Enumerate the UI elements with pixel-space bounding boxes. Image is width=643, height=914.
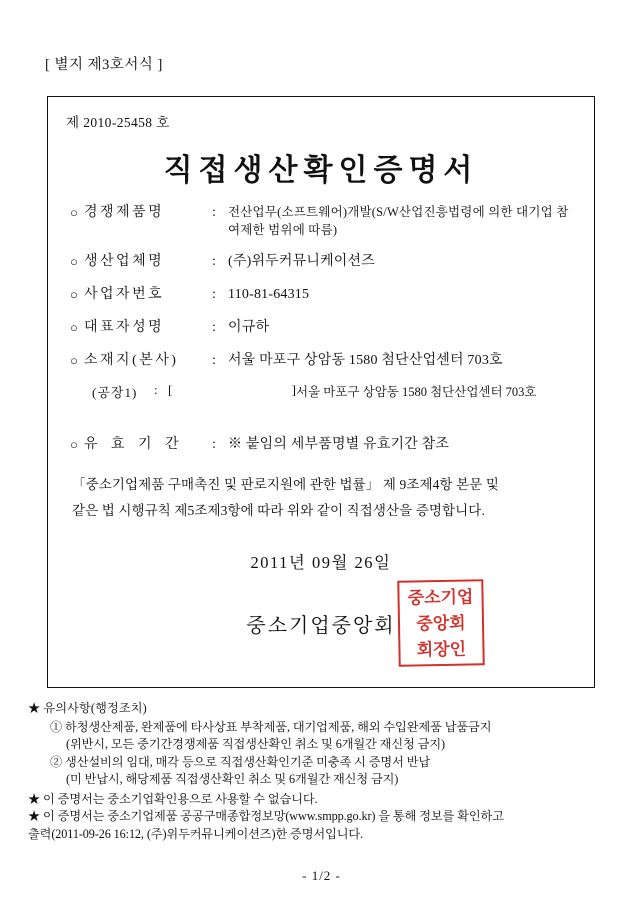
field-value-valid-period: ※ 붙임의 세부품명별 유효기간 참조 <box>228 437 450 452</box>
field-bullet-icon: ○ <box>70 320 78 335</box>
field-label-valid-period: 유 효 기 간 <box>84 437 184 452</box>
issue-date: 2011년 09월 26일 <box>250 553 392 572</box>
page-number: - 1/2 - <box>302 868 341 883</box>
notes-heading: ★ 유의사항(행정조치) <box>28 701 147 715</box>
bracket-open: [ <box>168 382 173 397</box>
bracket-close: ] <box>291 382 296 397</box>
notes-item-1-sub: (위반시, 모든 중기간경쟁제품 직접생산확인 취소 및 6개월간 재신청 금지) <box>66 737 445 751</box>
factory-label: (공장1) <box>92 385 138 400</box>
field-label-company: 생산업체명 <box>84 254 165 269</box>
field-label-address: 소재지(본사) <box>84 353 179 368</box>
notes-star-2-sub: 출력(2011-09-26 16:12, (주)위두커뮤니케이션즈)한 증명서입니다. <box>28 826 364 841</box>
field-row <box>70 285 580 305</box>
field-bullet-icon: ○ <box>70 205 78 220</box>
field-colon: : <box>212 205 216 220</box>
notes-item-2: ② 생산설비의 임대, 매각 등으로 직접생산확인기준 미충족 시 증명서 반납 <box>50 754 431 769</box>
field-bullet-icon: ○ <box>70 287 78 302</box>
field-bullet-icon: ○ <box>70 353 78 368</box>
field-value-business-number: 110-81-64315 <box>228 287 310 302</box>
legal-text <box>72 472 572 524</box>
field-bullet-icon: ○ <box>70 437 78 452</box>
field-colon: : <box>212 254 216 269</box>
field-label-representative: 대표자성명 <box>84 320 165 335</box>
official-seal-stamp <box>397 579 484 666</box>
field-value-address: 서울 마포구 상암동 1580 첨단산업센터 703호 <box>228 353 503 368</box>
seal-line-2: 중앙회 <box>416 613 466 634</box>
field-bullet-icon: ○ <box>70 254 78 269</box>
notes-star-2: ★ 이 증명서는 중소기업제품 공공구매종합정보망(www.smpp.go.kr) 을 통해 정보를 확인하고 <box>28 809 504 823</box>
field-row <box>70 252 580 272</box>
field-colon: : <box>212 287 216 302</box>
notes-item-2-sub: (미 반납시, 해당제품 직접생산확인 취소 및 6개월간 재신청 금지) <box>66 772 399 786</box>
factory-bracket <box>168 382 296 398</box>
notes-section <box>28 700 618 843</box>
field-colon: : <box>212 437 216 452</box>
legal-line-2: 같은 법 시행규칙 제5조제3항에 따라 위와 같이 직접생산을 증명합니다. <box>72 503 485 518</box>
field-row <box>70 203 580 239</box>
legal-line-1: 「중소기업제품 구매촉진 및 판로지원에 관한 법률」 제 9조제4항 본문 및 <box>72 477 499 492</box>
valid-period-row <box>70 435 580 455</box>
field-value-representative: 이규하 <box>228 320 270 335</box>
seal-line-1: 중소기업 <box>407 587 474 608</box>
field-colon: : <box>212 353 216 368</box>
notes-item-1: ① 하청생산제품, 완제품에 타사상표 부착제품, 대기업제품, 해외 수입완제품 납품금지 <box>50 719 492 734</box>
issuer-name: 중소기업중앙회 <box>246 615 396 637</box>
seal-line-3: 회장인 <box>416 639 467 660</box>
notes-star-1: ★ 이 증명서는 중소기업확인용으로 사용할 수 없습니다. <box>28 791 318 806</box>
factory-value: 서울 마포구 상암동 1580 첨단산업센터 703호 <box>296 385 537 399</box>
form-tag: [ 별지 제3호서식 ] <box>45 57 163 73</box>
field-value-company: (주)위두커뮤니케이션즈 <box>228 254 375 269</box>
factory-row <box>70 382 580 401</box>
factory-colon: : <box>154 382 158 397</box>
fields-list <box>70 203 580 468</box>
document-number: 제 2010-25458 호 <box>66 115 170 130</box>
field-label-business-number: 사업자번호 <box>84 287 165 302</box>
field-label-product: 경쟁제품명 <box>84 205 165 220</box>
certificate-box <box>47 96 595 688</box>
field-row <box>70 318 580 338</box>
field-colon: : <box>212 320 216 335</box>
page-title: 직접생산확인증명서 <box>163 154 479 187</box>
field-row <box>70 351 580 371</box>
field-value-product: 전산업무(소프트웨어)개발(S/W산업진흥법령에 의한 대기업 참여제한 범위에 따름) <box>228 205 569 237</box>
